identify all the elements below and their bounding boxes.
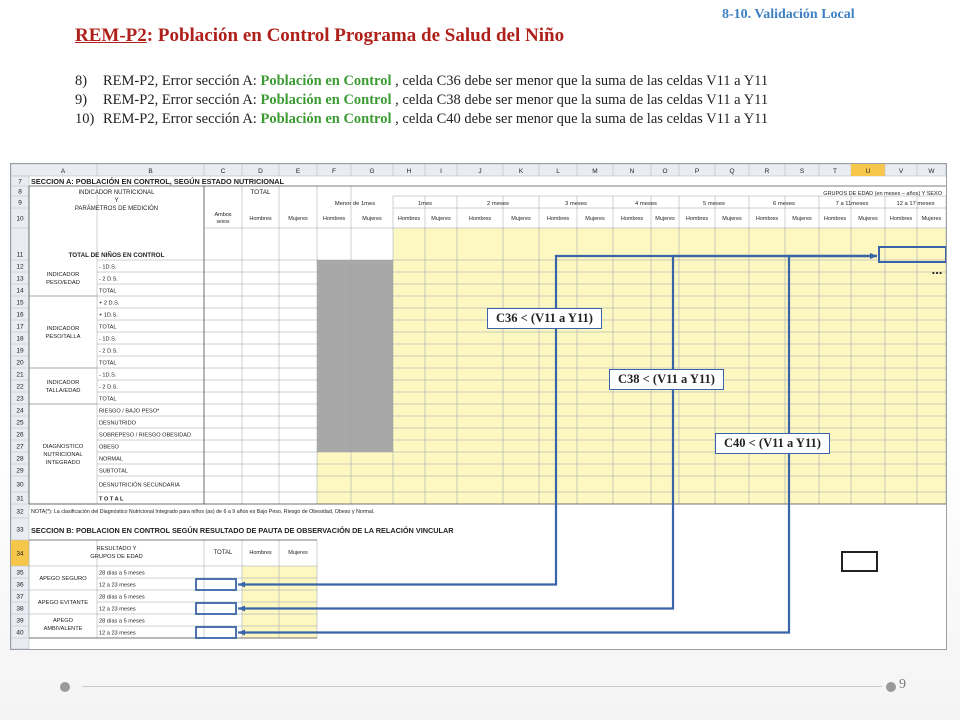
b-age-label: 12 a 23 meses [99,582,136,589]
row-label: 18 [16,335,24,343]
column-label: V [898,168,904,175]
error-item: 8) REM-P2, Error sección A: Población en Control , celda C36 debe ser menor que la suma de las celdas V11 a Y11 [75,73,769,89]
section-tag: 8-10. Validación Local [722,7,855,22]
sex-subheader: Mujeres [362,216,382,222]
row-label: 8 [18,188,22,196]
column-label: O [662,168,668,175]
section-a-title: SECCION A: POBLACIÓN EN CONTROL, SEGÚN ESTADO NUTRICIONAL [31,177,284,186]
param-label: + 2 D.S. [99,300,120,307]
column-label: E [295,168,301,175]
sex-subheader: Hombres [620,216,644,222]
row-label: 28 [16,455,24,463]
group-label: DIAGNOSTICO [42,444,84,450]
callout-c38: C38 < (V11 a Y11) [609,369,724,390]
slide-title [75,25,564,47]
param-label: - 2 D.S. [99,348,118,355]
row-label: 36 [16,581,24,589]
age-group-label: 4 meses [635,201,657,207]
b-age-label: 28 días a 5 meses [99,570,145,577]
row-label: 30 [16,481,24,489]
sex-subheader: Mujeres [585,216,605,222]
error-item: 9) REM-P2, Error sección A: Población en Control , celda C38 debe ser menor que la suma de las celdas V11 a Y11 [75,92,769,108]
param-label: + 1D.S. [99,312,118,319]
ellipsis-mark: ... [931,262,943,277]
sex-subheader: Hombres [685,216,709,222]
age-group-label: 5 meses [703,201,725,207]
title-text: : Población en Control Programa de Salud del Niño [146,25,565,46]
age-group-label: 7 a 11meses [835,201,869,207]
callout-c36: C36 < (V11 a Y11) [487,308,602,329]
row-label: 12 [16,263,24,271]
param-label: T O T A L [99,496,124,503]
column-label: K [518,168,524,175]
b-sex-header: Hombres [249,550,272,556]
column-label: Q [729,168,735,175]
row-label: 25 [16,419,24,427]
param-label: - 1D.S. [99,372,117,379]
row-label: 29 [16,467,24,475]
b-group-label: AMBIVALENTE [43,626,83,632]
footer-dot-left [60,682,70,692]
row-label: 20 [16,359,24,367]
age-groups-header: GRUPOS DE EDAD (en meses – años) Y SEXO [823,191,942,197]
section-b-title: SECCION B: POBLACION EN CONTROL SEGÚN RESULTADO DE PAUTA DE OBSERVACIÓN DE LA RELACIÓN VINCULAR [31,526,454,535]
indicator-header: INDICADOR NUTRICIONAL [78,190,155,196]
row-label: 33 [16,526,24,534]
b-age-label: 28 días a 5 meses [99,618,145,625]
yellow-block-fg [317,452,393,504]
row-label: 24 [16,407,24,415]
row-label: 31 [16,495,24,503]
column-label: S [799,168,805,175]
row-label: 40 [16,629,24,637]
row-label: 27 [16,443,24,451]
age-group-label: Menor de 1mes [334,201,376,207]
column-label: P [694,168,700,175]
b-sex-header: Mujeres [288,550,308,556]
row-label: 23 [16,395,24,403]
b-total-header: TOTAL [213,550,233,556]
row-label: 19 [16,347,24,355]
param-label: - 1D.S. [99,264,117,271]
total-header: TOTAL [250,189,271,196]
age-group-label: 1mes [417,201,433,207]
column-label: C [220,168,226,175]
param-label: NORMAL [99,456,123,463]
sex-subheader: Mujeres [858,216,878,222]
row-label: 35 [16,569,24,577]
spreadsheet-screenshot [10,163,947,650]
column-label: A [60,168,66,175]
column-label: T [833,168,837,175]
param-label: SOBREPESO / RIESGO OBESIDAD [99,432,192,439]
error-list [75,72,768,129]
sex-subheader: Hombres [322,216,346,222]
sex-subheader: Hombres [468,216,492,222]
group-label: INDICADOR [46,380,80,386]
sex-subheader: Mujeres [511,216,531,222]
row-label: 10 [16,215,24,223]
b-age-label: 12 a 23 meses [99,630,136,637]
age-group-label: 12 a 17 meses [896,201,935,207]
row-label: 16 [16,311,24,319]
indicator-header: PARÁMETROS DE MEDICIÓN [74,206,159,212]
b-header: RESULTADO Y [96,546,137,552]
sex-subheader: Mujeres [431,216,451,222]
column-label: D [258,168,263,175]
column-label: U [865,168,871,175]
footer-dot-right [886,682,896,692]
param-label: DESNUTRICIÓN SECUNDARIA [99,482,180,489]
param-label: SUBTOTAL [99,468,129,475]
column-label: L [556,168,560,175]
group-label: PESO/EDAD [46,280,80,286]
sex-subheader: Mujeres [921,216,942,222]
column-label: H [406,168,412,175]
total-data-area [204,260,317,504]
column-label: W [928,168,935,175]
param-label: DESNUTRIDO [99,420,136,427]
ambos-header: sexos [216,219,230,225]
group-label: INDICADOR [46,326,80,332]
group-label: PESO/TALLA [45,334,81,340]
column-label: R [764,168,770,175]
spreadsheet-grid [11,164,946,649]
group-label: TALLA/EDAD [45,388,81,394]
param-label: RIESGO / BAJO PESO* [99,408,160,415]
age-group-label: 2 meses [487,201,509,207]
param-label: - 2 D.S. [99,384,118,391]
param-label: OBESO [99,444,119,451]
b-group-label: APEGO SEGURO [39,576,87,582]
row-label: 38 [16,605,24,613]
sex-subheader: Hombres [755,216,779,222]
b-age-label: 12 a 23 meses [99,606,136,613]
row-label: 21 [16,371,24,379]
yellow-data-area [393,228,946,504]
sex-subheader: Mujeres [288,216,308,222]
nota-text: NOTA(*): La clasificación del Diagnóstico Nutricional Integrado para niños (as) de 6 a 9 años es Bajo Peso, Riesgo de Obesidad, Obeso y Normal. [31,509,375,515]
column-label: N [629,168,635,175]
column-label: B [148,168,153,175]
param-label: - 2 D.S. [99,276,118,283]
column-label: J [478,168,482,175]
row-label: 7 [18,178,22,186]
param-label: - 1D.S. [99,336,117,343]
sex-subheader: Hombres [397,216,421,222]
row-label: 26 [16,431,24,439]
sex-subheader: Hombres [889,216,913,222]
error-item: 10) REM-P2, Error sección A: Población en Control , celda C40 debe ser menor que la suma de las celdas V11 a Y11 [75,111,769,127]
param-label: TOTAL [99,360,117,367]
indicator-header: Y [114,198,119,204]
group-label: INDICADOR [46,272,80,278]
row-label: 14 [16,287,24,295]
sex-subheader: Mujeres [722,216,742,222]
ambos-header: Ambos [214,212,232,218]
row-label: 17 [16,323,24,331]
group-label: NUTRICIONAL [43,452,83,458]
row-label: 37 [16,593,24,601]
column-label: I [440,168,442,175]
footer-divider [82,686,882,687]
param-label: TOTAL [99,288,117,295]
param-label: TOTAL [99,396,117,403]
b-group-label: APEGO EVITANTE [37,600,89,606]
group-label: INTEGRADO [45,460,81,466]
row-label: 39 [16,617,24,625]
column-label: G [369,168,375,175]
row-label: 9 [18,199,22,207]
row-label: 15 [16,299,24,307]
b-group-label: APEGO [53,618,73,624]
row-label: 22 [16,383,24,391]
column-label: M [592,168,598,175]
sex-subheader: Hombres [546,216,570,222]
sex-subheader: Hombres [249,216,272,222]
title-code: REM-P2 [75,25,147,46]
callout-c40: C40 < (V11 a Y11) [715,433,830,454]
sex-subheader: Hombres [823,216,847,222]
param-label: TOTAL [99,324,117,331]
b-header: GRUPOS DE EDAD [90,554,143,560]
column-label: F [332,168,336,175]
b-age-label: 28 días a 5 meses [99,594,145,601]
sex-subheader: Mujeres [655,216,675,222]
row-label: 13 [16,275,24,283]
age-group-label: 3 meses [565,201,587,207]
row-label: 11 [16,251,24,259]
sex-subheader: Mujeres [792,216,812,222]
total-ninos-label: TOTAL DE NIÑOS EN CONTROL [68,252,165,259]
row-label: 32 [16,508,24,516]
page-number: 9 [899,677,906,692]
row-label: 34 [16,550,24,558]
age-group-label: 6 meses [773,201,795,207]
